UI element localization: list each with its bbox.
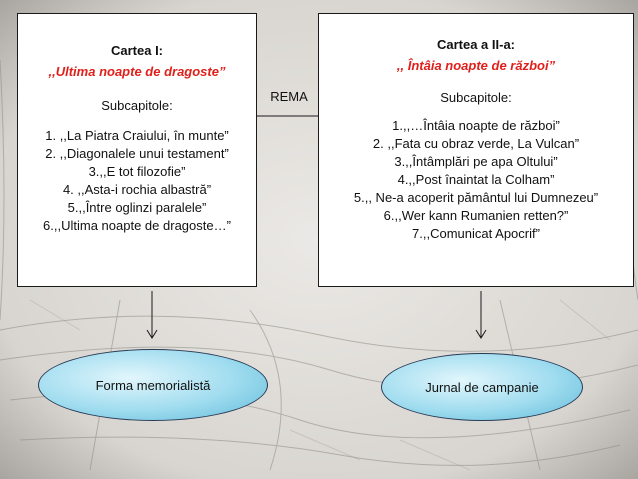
chapter-item: 3.,,E tot filozofie” bbox=[88, 164, 186, 179]
chapter-item: 6.,,Wer kann Rumanien retten?” bbox=[383, 208, 569, 223]
chapter-item: 3.,,Întâmplări pe apa Oltului” bbox=[394, 154, 558, 169]
chapter-item: 5.,,Între oglinzi paralele” bbox=[67, 200, 207, 215]
chapter-item: 1. ,,La Piatra Craiului, în munte” bbox=[45, 128, 229, 143]
book-one-box bbox=[17, 13, 257, 287]
chapter-item: 4. ,,Asta-i rochia albastră” bbox=[62, 182, 212, 197]
rema-label: REMA bbox=[270, 89, 308, 104]
book-two-chapter-list bbox=[319, 117, 633, 243]
book-two-chapters-label: Subcapitole: bbox=[440, 90, 512, 105]
chapter-item: 4.,,Post înaintat la Colham” bbox=[397, 172, 555, 187]
book-one-title: Cartea I: bbox=[110, 43, 164, 58]
memorial-form-ellipse bbox=[38, 349, 268, 421]
chapter-item: 6.,,Ultima noapte de dragoste…” bbox=[43, 218, 231, 233]
chapter-item: 2. ,,Diagonalele unui testament” bbox=[45, 146, 229, 161]
book-two-title: Cartea a II-a: bbox=[436, 37, 516, 52]
book-one-chapters-label: Subcapitole: bbox=[101, 98, 173, 113]
down-arrow-left bbox=[147, 291, 157, 338]
campaign-journal-ellipse bbox=[381, 353, 583, 421]
chapter-item: 1.,,…Întâia noapte de război” bbox=[392, 118, 560, 133]
book-two-box bbox=[318, 13, 634, 287]
campaign-journal-label: Jurnal de campanie bbox=[425, 379, 539, 395]
chapter-item: 2. ,,Fata cu obraz verde, La Vulcan” bbox=[372, 136, 580, 151]
book-one-chapter-list bbox=[18, 127, 256, 235]
chapter-item: 7.,,Comunicat Apocrif” bbox=[412, 226, 540, 241]
book-two-subtitle: ,, Întâia noapte de război” bbox=[396, 58, 556, 73]
book-one-subtitle: ,,Ultima noapte de dragoste” bbox=[48, 64, 226, 79]
memorial-form-label: Forma memorialistă bbox=[95, 377, 211, 393]
down-arrow-right bbox=[476, 291, 486, 338]
chapter-item: 5.,, Ne-a acoperit pământul lui Dumnezeu” bbox=[353, 190, 599, 205]
